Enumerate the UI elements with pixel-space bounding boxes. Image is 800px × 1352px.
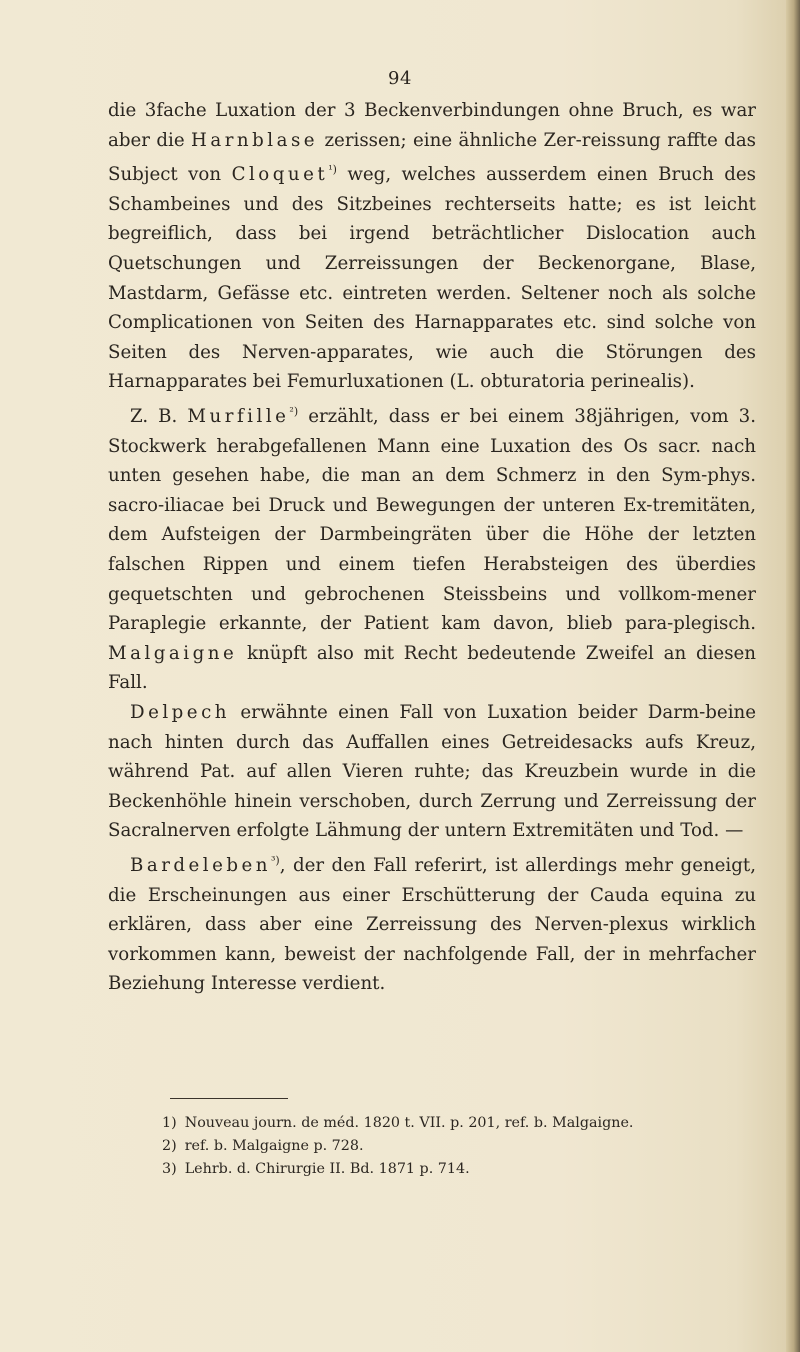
footnote-reference: ²): [289, 405, 299, 418]
footnote-mark: 1): [162, 1115, 177, 1131]
text-segment: erzählt, dass er bei einem 38jährigen, vom 3. Stockwerk herabgefallenen Mann eine Luxation des Os sacr. nach unten gesehen habe, die man an dem Schmerz in den Sym-phys. sacro-iliacae bei Druck und Bewegungen der unteren Ex-tremitäten, dem Aufsteigen der Darmbeingräten über die Höhe der letzten falschen Rippen und einem tiefen Herabsteigen des überdies gequetschten und gebrochenen Steissbeins und vollkom-mener Paraplegie erkannte, der Patient kam davon, blieb para-plegisch.: [108, 406, 756, 635]
text-segment: erwähnte einen Fall von Luxation beider Darm-beine nach hinten durch das Auffallen eines Getreidesacks aufs Kreuz, während Pat. auf allen Vieren ruhte; das Kreuzbein wurde in die Beckenhöhle hinein verschoben, durch Zerrung und Zerreissung der Sacralnerven erfolgte Lähmung der untern Extremitäten und Tod. —: [108, 702, 756, 842]
paragraph: [108, 846, 756, 999]
spaced-name: Harnblase: [191, 129, 319, 151]
spaced-name: Cloquet: [231, 164, 329, 186]
paragraph: [108, 397, 756, 698]
text-segment: knüpft also mit Recht bedeutende Zweifel an diesen Fall.: [108, 642, 756, 694]
text-segment: zerissen; eine ähnliche Zer-reissung raffte das Subject von: [108, 129, 756, 186]
spaced-name: Delpech: [130, 702, 230, 723]
text-segment: Z. B.: [130, 406, 188, 428]
footnote-mark: 2): [162, 1138, 177, 1154]
footnote-reference: ¹): [328, 163, 337, 177]
footnotes: [162, 1112, 742, 1181]
footnote-reference: ³): [271, 853, 280, 867]
footnote-mark: 3): [162, 1161, 177, 1177]
footnote-text: Nouveau journ. de méd. 1820 t. VII. p. 201, ref. b. Malgaigne.: [184, 1115, 634, 1131]
text-segment: weg, welches ausserdem einen Bruch des Schambeines und des Sitzbeines rechterseits hatte; es ist leicht begreiflich, dass bei irgend beträchtlicher Dislocation auch Quetschungen und Zerreissungen der Beckenorgane, Blase, Mastdarm, Gefässe etc. eintreten werden. Seltener noch als solche Complicationen von Seiten des Harnapparates etc. sind solche von Seiten des Nerven-apparates, wie auch die Störungen des Harnapparates bei Femurluxationen (L. obturatoria perinealis).: [108, 164, 757, 393]
paragraph: [108, 698, 756, 846]
footnote: [162, 1112, 742, 1135]
page-number: 94: [388, 68, 412, 89]
text-segment: , der den Fall referirt, ist allerdings mehr geneigt, die Erscheinungen aus einer Erschütterung der Cauda equina zu erklären, dass aber eine Zerreissung des Nerven-plexus wirklich vorkommen kann, beweist der nachfolgende Fall, der in mehrfacher Beziehung Interesse verdient.: [108, 855, 756, 995]
page-edge-shadow: [786, 0, 800, 1352]
body-text: [108, 96, 756, 999]
text-segment: die 3fache Luxation der 3 Beckenverbindungen ohne Bruch, es war aber die: [108, 100, 756, 151]
paragraph: [108, 96, 756, 397]
footnote: [162, 1135, 742, 1158]
spaced-name: Malgaigne: [108, 642, 238, 664]
footnote-text: ref. b. Malgaigne p. 728.: [184, 1138, 364, 1154]
spaced-name: Murfille: [187, 406, 290, 428]
footnote-separator: [170, 1098, 288, 1099]
footnote-text: Lehrb. d. Chirurgie II. Bd. 1871 p. 714.: [184, 1161, 470, 1177]
footnote: [162, 1158, 742, 1181]
spaced-name: Bardeleben: [130, 855, 272, 877]
